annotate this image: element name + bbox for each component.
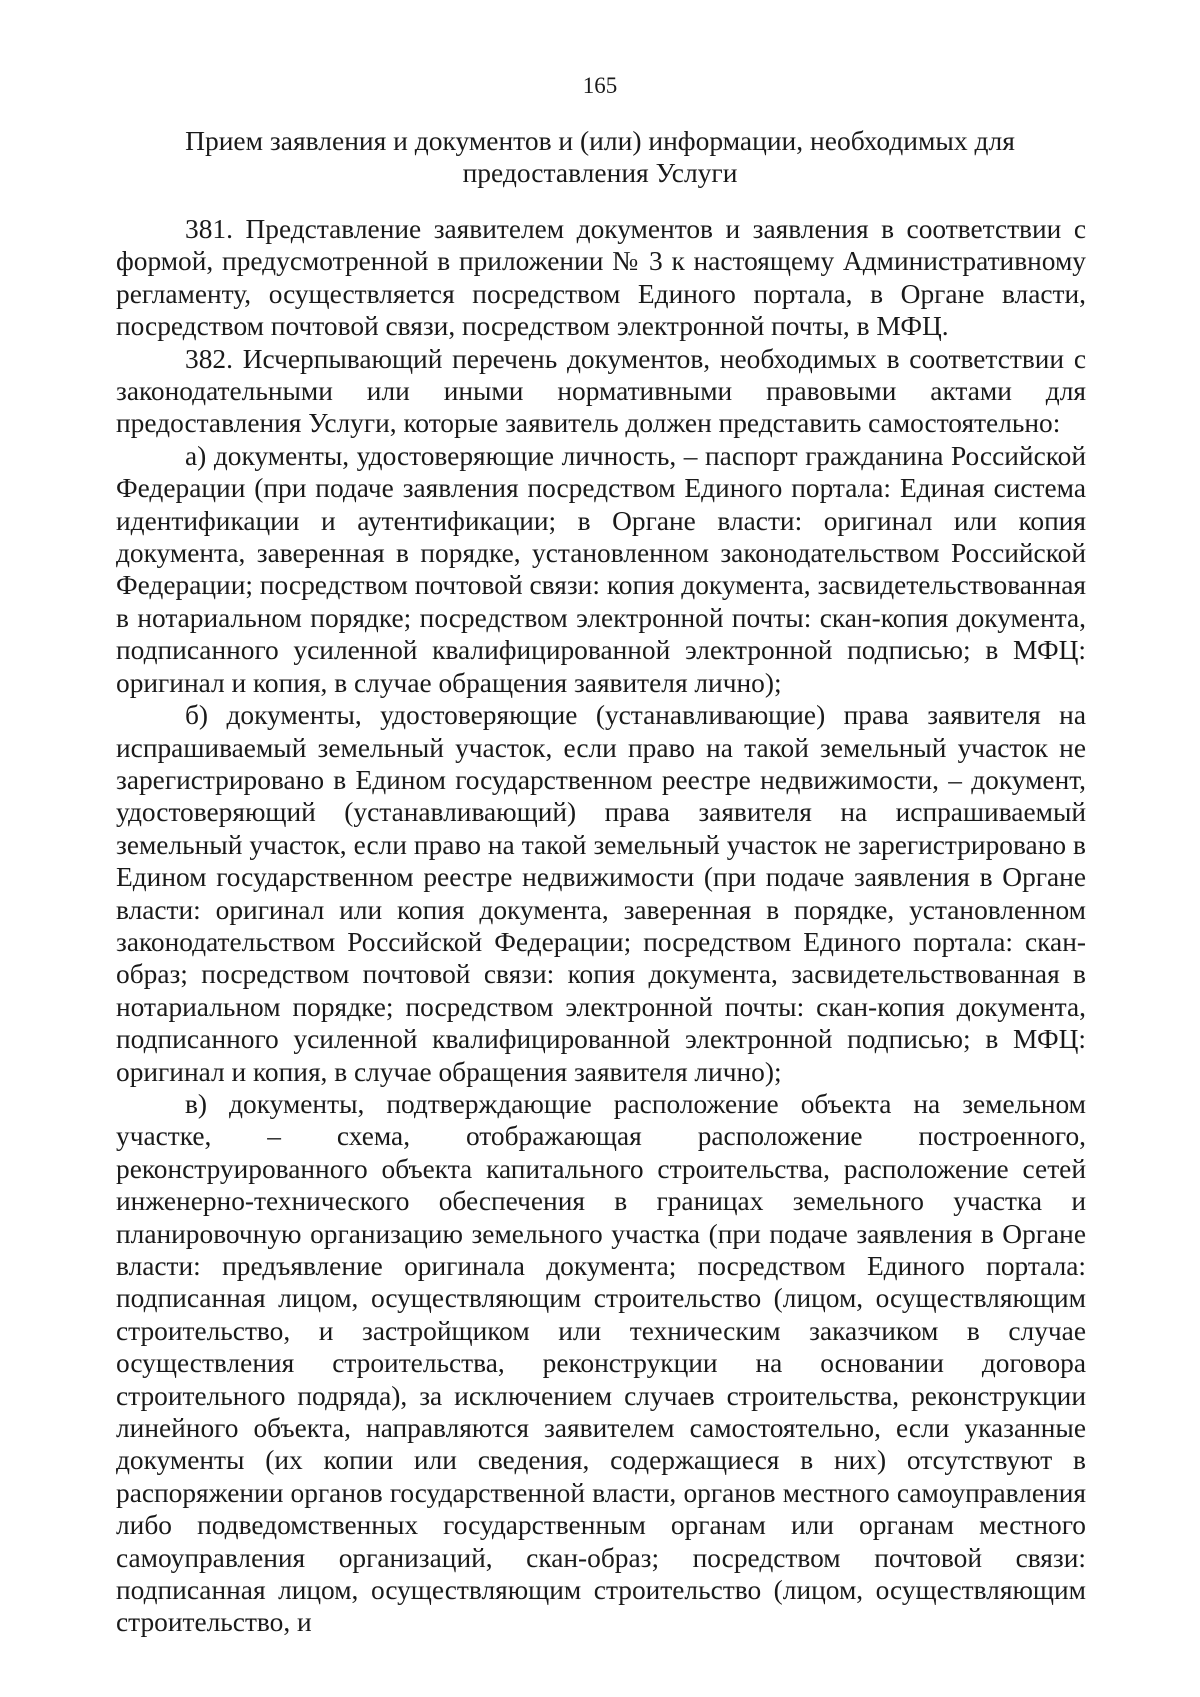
list-item-a: а) документы, удостоверяющие личность, – паспорт гражданина Российской Федерации (при подаче заявления посредством Единого портала: Единая система идентификации и аутентификации; в Органе власти: оригинал или копия документа, заверенная в порядке, установленном законодательством Российской Федерации; посредством почтовой связи: копия документа, засвидетельствованная в нотариальном порядке; посредством электронной почты: скан-копия документа, подписанного усиленной квалифицированной электронной подписью; в МФЦ: оригинал и копия, в случае обращения заявителя лично); bbox=[116, 440, 1086, 698]
section-heading-line-1: Прием заявления и документов и (или) информации, необходимых для bbox=[185, 125, 1015, 156]
list-item-v: в) документы, подтверждающие расположение объекта на земельном участке, – схема, отображающая расположение построенного, реконструированного объекта капитального строительства, расположение сетей инженерно-технического обеспечения в границах земельного участка и планировочную организацию земельного участка (при подаче заявления в Органе власти: предъявление оригинала документа; посредством Единого портала: подписанная лицом, осуществляющим строительство (лицом, осуществляющим строительство, и застройщиком или техническим заказчиком в случае осуществления строительства, реконструкции на основании договора строительного подряда), за исключением случаев строительства, реконструкции линейного объекта, направляются заявителем самостоятельно, если указанные документы (их копии или сведения, содержащиеся в них) отсутствуют в распоряжении органов государственной власти, органов местного самоуправления либо подведомственных государственным органам или органам местного самоуправления организаций, скан-образ; посредством почтовой связи: подписанная лицом, осуществляющим строительство (лицом, осуществляющим строительство, и bbox=[116, 1088, 1086, 1638]
paragraph-381: 381. Представление заявителем документов и заявления в соответствии с формой, предусмотренной в приложении № 3 к настоящему Административному регламенту, осуществляется посредством Единого портала, в Органе власти, посредством почтовой связи, посредством электронной почты, в МФЦ. bbox=[116, 214, 1086, 342]
page-number: 165 bbox=[582, 73, 618, 98]
document-body bbox=[116, 213, 1086, 1639]
section-heading bbox=[150, 125, 1050, 189]
section-heading-line-2: предоставления Услуги bbox=[462, 157, 738, 188]
list-item-b: б) документы, удостоверяющие (устанавливающие) права заявителя на испрашиваемый земельный участок, если право на такой земельный участок не зарегистрировано в Едином государственном реестре недвижимости, – документ, удостоверяющий (устанавливающий) права заявителя на испрашиваемый земельный участок, если право на такой земельный участок не зарегистрировано в Едином государственном реестре недвижимости (при подаче заявления в Органе власти: оригинал или копия документа, заверенная в порядке, установленном законодательством Российской Федерации; посредством Единого портала: скан-образ; посредством почтовой связи: копия документа, засвидетельствованная в нотариальном порядке; посредством электронной почты: скан-копия документа, подписанного усиленной квалифицированной электронной подписью; в МФЦ: оригинал и копия, в случае обращения заявителя лично); bbox=[116, 700, 1086, 1087]
paragraph-382: 382. Исчерпывающий перечень документов, необходимых в соответствии с законодательными или иными нормативными правовыми актами для предоставления Услуги, которые заявитель должен представить самостоятельно: bbox=[116, 343, 1086, 439]
